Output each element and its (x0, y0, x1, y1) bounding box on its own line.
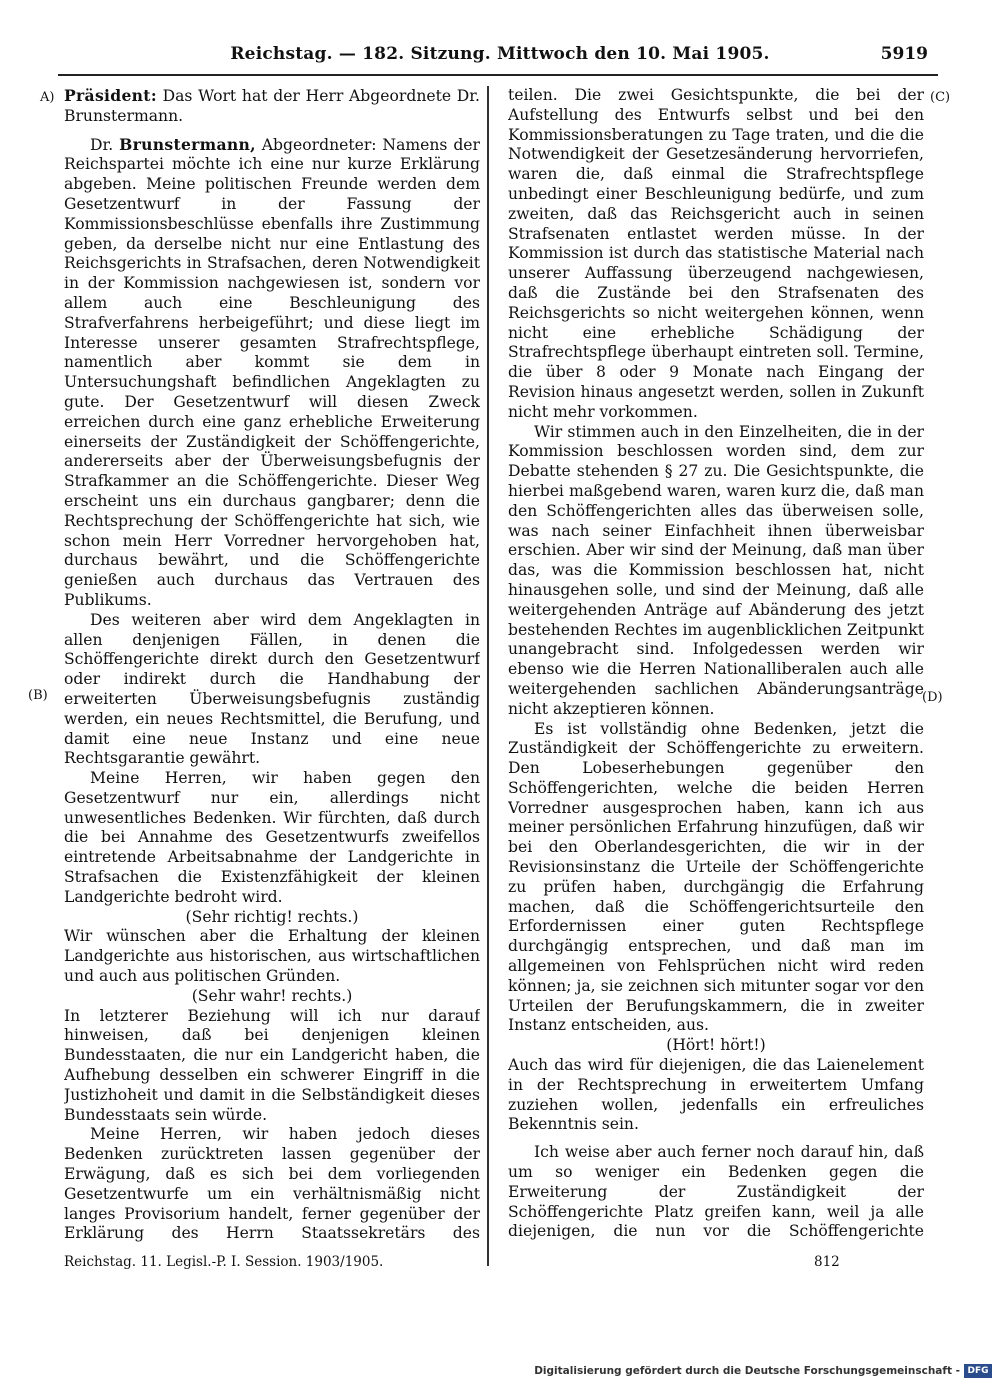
paragraph (64, 987, 480, 1007)
paragraph (64, 611, 480, 769)
paragraph-text: Es ist vollständig ohne Bedenken, jetzt die Zuständigkeit der Schöffengerichte zu erweitern. Den Lobeserhebungen gegenüber den Schöffengerichten, welche die beiden Herren Vorredner ausgesprochen haben, kann ich aus meiner persönlichen Erfahrung hinzufügen, daß wir bei den Oberlandesgerichten, die wir in der Revisionsinstanz die Urteile der Schöffengerichte zu prüfen haben, durchgängig die Erfahrung machen, daß die Schöffengerichtsurteile den Erfordernissen einer guten Rechtspflege durchgängig entsprechen, und daß man im allgemeinen von Fehlsprüchen nicht wird reden können; ja, sie zeichnen sich mitunter sogar vor den Urteilen der Berufungskammern, die in zweiter Instanz entscheiden, aus. (508, 719, 924, 1035)
dfg-logo: DFG (964, 1364, 992, 1378)
right-column (508, 86, 924, 1244)
margin-mark-a: A) (40, 90, 55, 105)
paragraph (508, 1036, 924, 1056)
running-title: Reichstag. — 182. Sitzung. Mittwoch den 10. Mai 1905. (230, 44, 770, 64)
left-column (64, 86, 480, 1244)
footer-session-line: Reichstag. 11. Legisl.-P. I. Session. 1903/1905. (64, 1254, 384, 1270)
margin-mark-b: (B) (28, 688, 48, 703)
paragraph-text: Abgeordneter: Namens der Reichspartei möchte ich eine nur kurze Erklärung abgeben. Meine politischen Freunde werden dem Gesetzentwurf in der Fassung der Kommissionsbeschlüsse ebenfalls ihre Zustimmung geben, da derselbe nicht nur eine Entlastung des Reichsgerichts in Strafsachen, deren Notwendigkeit in der Kommission nachgewiesen ist, sondern vor allem auch eine Beschleunigung des Strafverfahrens herbeigeführt; und diese liegt im Interesse unserer gesamten Strafrechtspflege, namentlich aber kommt sie dem in Untersuchungshaft befindlichen Angeklagten zu gute. Der Gesetzentwurf will diesen Zweck erreichen durch eine ganz erhebliche Erweiterung einerseits der Zuständigkeit der Schöffengerichte, andererseits aber der Überweisungsbefugnis der Strafkammer an die Schöffengerichte. Dieser Weg erscheint uns ein durchaus gangbarer; denn die Rechtsprechung der Schöffengerichte hat sich, wie schon mein Herr Vorredner hervorgehoben hat, durchaus bewährt, und die Schöffengerichte genießen auch durchaus das Vertrauen des Publikums. (64, 135, 480, 609)
paragraph (64, 927, 480, 986)
speaker-name: Brunstermann, (119, 134, 256, 154)
paragraph (508, 720, 924, 1037)
paragraph-text: (Sehr wahr! rechts.) (191, 986, 353, 1005)
paragraph-text: Meine Herren, wir haben gegen den Gesetzentwurf nur ein, allerdings nicht unwesentliches Bedenken. Wir fürchten, daß durch die bei Annahme des Gesetzentwurfs zweifellos eintretende Arbeitsabnahme der Landgerichte in Strafsachen die Existenzfähigkeit der kleinen Landgerichte bedroht wird. (64, 769, 480, 906)
paragraph (64, 769, 480, 908)
paragraph-text: Meine Herren, wir haben jedoch dieses Bedenken zurücktreten lassen gegenüber der Erwägung, daß es sich bei dem vorliegenden Gesetzentwurfe um ein verhältnismäßig nicht langes Provisorium handelt, ferner gegenüber der Erklärung des Herrn Staatssekretärs des (64, 1125, 480, 1243)
paragraph (508, 86, 924, 423)
paragraph-text: teilen. Die zwei Gesichtspunkte, die bei der Aufstellung des Entwurfs selbst und bei den Kommissionsberatungen zu Tage traten, und die die Notwendigkeit der Gesetzesänderung hervorriefen, waren die, daß einmal die Strafrechtspflege unbedingt einer Beschleunigung bedürfe, und zum zweiten, daß das Reichsgericht auch in seinen Strafsenaten entlastet werden müsse. In der Kommission ist durch das statistische Material nach unserer Auffassung überzeugend nachgewiesen, daß die Zustände bei den Strafsenaten des Reichsgerichts so nicht weitergehen können, wenn nicht eine erhebliche Schädigung der Strafrechtspflege überhaupt eintreten soll. Termine, die über 8 oder 9 Monate nach Eingang der Revision hinaus angesetzt werden, sollen in Zukunft nicht mehr vorkommen. (508, 86, 924, 421)
paragraph-text: In letzterer Beziehung will ich nur darauf hinweisen, daß bei denjenigen kleinen Bundesstaaten, die nur ein Landgericht haben, die Aufhebung desselben ein schwerer Eingriff in die Justizhoheit und damit in die Selbständigkeit dieses Bundesstaats sein würde. (64, 1006, 480, 1124)
paragraph (508, 1056, 924, 1135)
paragraph (64, 86, 480, 127)
paragraph-text: Das Wort hat der Herr Abgeordnete Dr. Brunstermann. (64, 87, 480, 125)
column-divider (487, 86, 489, 1266)
paragraph-text: Des weiteren aber wird dem Angeklagten in allen denjenigen Fällen, in denen die Schöffengerichte direkt durch den Gesetzentwurf oder indirekt durch die Handhabung der erweiterten Überweisungsbefugnis zuständig werden, ein neues Rechtsmittel, die Berufung, und damit eine neue Instanz und eine neue Rechtsgarantie gewährt. (64, 610, 480, 768)
page-header (0, 40, 1000, 70)
paragraph-text: Auch das wird für diejenigen, die das Laienelement in der Rechtsprechung in erweitertem Umfang zuziehen wollen, jedenfalls ein erfreuliches Bekenntnis sein. (508, 1056, 924, 1134)
credit-text: Digitalisierung gefördert durch die Deutsche Forschungsgemeinschaft - (534, 1365, 960, 1377)
paragraph (64, 908, 480, 928)
margin-mark-d: (D) (922, 690, 943, 705)
footer-signature-number: 812 (814, 1254, 840, 1270)
paragraph-text: (Sehr richtig! rechts.) (185, 907, 359, 926)
paragraph-text: Ich weise aber auch ferner noch darauf hin, daß um so weniger ein Bedenken gegen die Erweiterung der Zuständigkeit der Schöffengerichte Platz greifen kann, weil ja alle diejenigen, die nun vor die Schöffengerichte (508, 1143, 924, 1241)
paragraph (64, 1007, 480, 1126)
speaker-title: Dr. (90, 135, 120, 154)
margin-mark-c: (C) (930, 90, 951, 105)
paragraph (508, 1143, 924, 1244)
header-rule (58, 74, 938, 76)
speaker-name: Präsident: (64, 86, 157, 105)
page-number: 5919 (880, 44, 928, 64)
paragraph (64, 135, 480, 611)
paragraph (64, 1125, 480, 1244)
digitization-credit (0, 1364, 1000, 1382)
paragraph-text: Wir stimmen auch in den Einzelheiten, die in der Kommission beschlossen worden sind, dem zur Debatte stehenden § 27 zu. Die Gesichtspunkte, die hierbei maßgebend waren, waren kurz die, daß man den Schöffengerichten alles das überweisen solle, was nach seiner Einfachheit ihnen überweisbar erschien. Aber wir sind der Meinung, daß man über das, was die Kommission beschlossen hat, nicht hinausgehen solle, und sind der Meinung, daß alle weitergehenden Anträge auf Abänderung des jetzt bestehenden Rechtes im augenblicklichen Zeitpunkt unangebracht sind. Infolgedessen werden wir ebenso wie die Herren Nationalliberalen auch alle weitergehenden sachlichen Abänderungsanträge nicht akzeptieren können. (508, 422, 924, 718)
paragraph (508, 423, 924, 720)
paragraph-text: Wir wünschen aber die Erhaltung der kleinen Landgerichte aus historischen, aus wirtschaftlichen und auch aus politischen Gründen. (64, 927, 480, 986)
paragraph-text: (Hört! hört!) (666, 1036, 766, 1055)
